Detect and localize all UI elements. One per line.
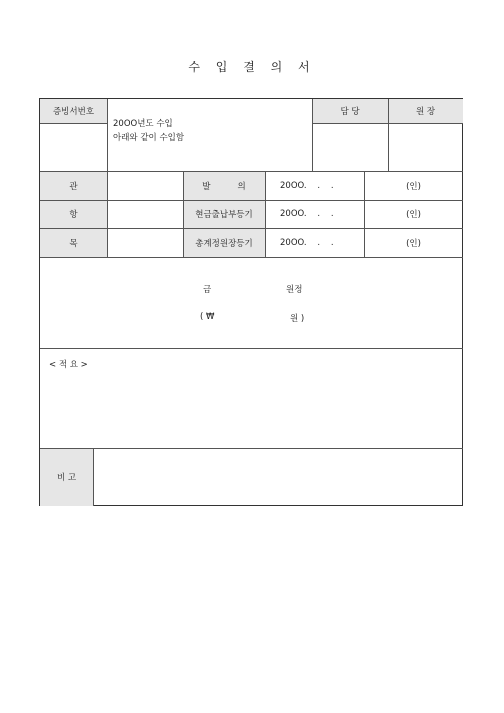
amount-label: 금: [203, 285, 212, 295]
amount-won-suffix: 원정: [286, 285, 303, 295]
item-label: 항: [40, 200, 107, 228]
grid-line: [107, 99, 108, 257]
grid-line: [265, 171, 266, 257]
grid-line: [93, 448, 94, 506]
grid-line: [312, 99, 313, 171]
grid-line: [40, 348, 463, 349]
director-approval-box: [388, 123, 463, 171]
manager-label: 담 당: [312, 99, 388, 123]
content-line-1: 20OO년도 수입: [113, 119, 173, 129]
general-ledger-label: 총계정원장등기: [183, 228, 265, 257]
category-label: 관: [40, 171, 107, 200]
manager-approval-box: [312, 123, 388, 171]
remarks-field: [93, 448, 463, 506]
amount-won-close: 원 ): [290, 314, 305, 324]
grid-line: [40, 200, 463, 201]
director-label: 원 장: [388, 99, 463, 123]
voucher-number-label: 증빙서번호: [40, 99, 107, 123]
resolution-form: [39, 98, 463, 506]
proposal-label: 발 의: [183, 171, 265, 200]
cash-ledger-seal: (인): [406, 210, 421, 220]
grid-line: [183, 171, 184, 257]
cash-ledger-date: 20OO. . .: [280, 209, 334, 219]
amount-currency-open: ( ₩: [200, 312, 215, 322]
grid-line: [40, 171, 463, 172]
document-title: 수 입 결 의 서: [188, 60, 316, 74]
summary-label: < 적 요 >: [49, 360, 88, 370]
subitem-label: 목: [40, 228, 107, 257]
proposal-seal: (인): [406, 181, 421, 192]
content-line-2: 아래와 같이 수입함: [113, 133, 185, 143]
grid-line: [40, 448, 463, 449]
grid-line: [40, 228, 463, 229]
remarks-label: 비 고: [40, 448, 93, 506]
grid-line: [388, 99, 389, 171]
grid-line: [364, 171, 365, 257]
proposal-date: 20OO. . .: [280, 180, 334, 191]
grid-line: [40, 123, 107, 124]
cash-ledger-label: 현금출납부등기: [183, 200, 265, 228]
general-ledger-date: 20OO. . .: [280, 237, 334, 248]
general-ledger-seal: (인): [406, 238, 421, 249]
grid-line: [40, 257, 463, 258]
